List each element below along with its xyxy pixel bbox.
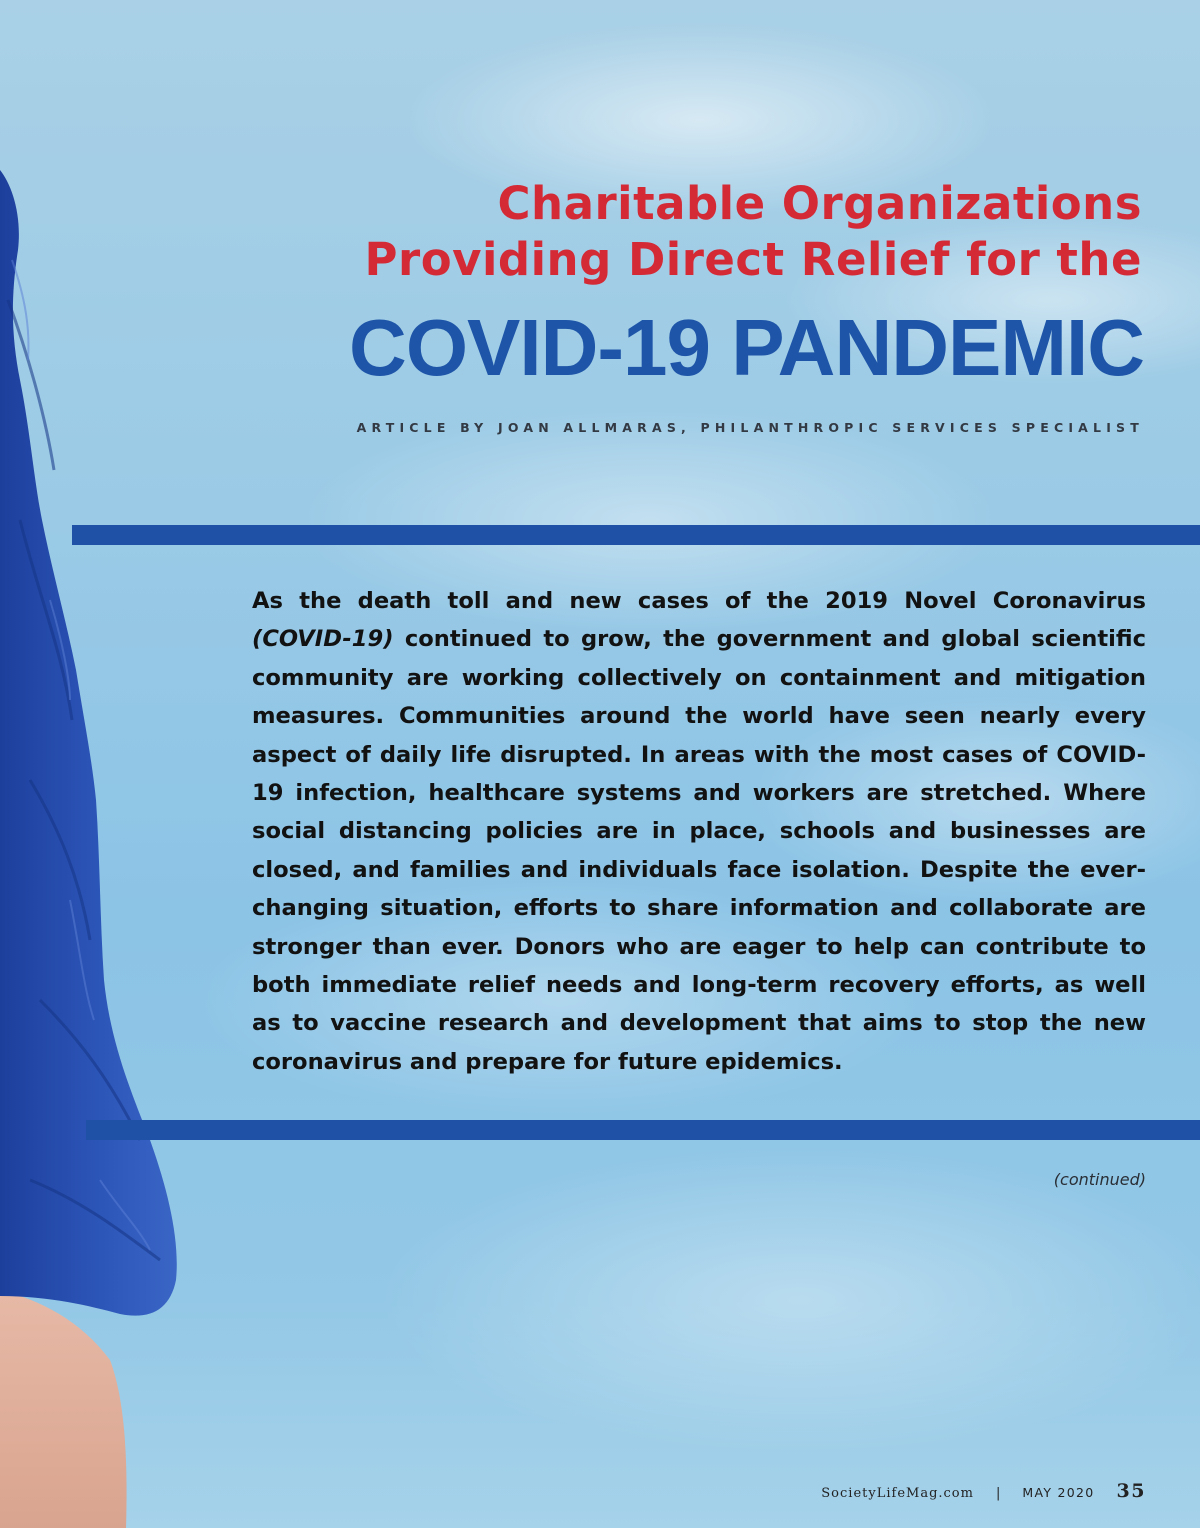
gloved-hand-image xyxy=(0,0,200,1528)
lead-italic-term: (COVID-19) xyxy=(252,626,394,653)
title-line-1: Charitable Organizations xyxy=(497,177,1142,230)
title-line-2: Providing Direct Relief for the xyxy=(364,233,1142,286)
bottom-divider-bar xyxy=(86,1120,1200,1140)
footer-issue-date: MAY 2020 xyxy=(1022,1485,1095,1500)
page-number: 35 xyxy=(1116,1480,1146,1502)
page-footer xyxy=(821,1480,1146,1504)
footer-site: SocietyLifeMag.com xyxy=(821,1486,974,1501)
article-headline: COVID-19 PANDEMIC xyxy=(349,303,1144,392)
lead-text-rest: continued to grow, the government and global scientific community are working collectively on containment and mitigation measures. Communities around the world have seen nearly every aspect of daily life disrupted. In areas with the most cases of COVID-19 infection, healthcare systems and workers are stretched. Where social distancing policies are in place, schools and businesses are closed, and families and individuals face isolation. Despite the ever-changing situation, efforts to share information and collaborate are stronger than ever. Donors who are eager to help can contribute to both immediate relief needs and long-term recovery efforts, as well as to vaccine research and development that aims to stop the new coronavirus and prepare for future epidemics. xyxy=(252,626,1146,1075)
byline: ARTICLE BY JOAN ALLMARAS, PHILANTHROPIC SERVICES SPECIALIST xyxy=(356,420,1144,435)
lead-text-start: As the death toll and new cases of the 2019 Novel Coronavirus xyxy=(252,588,1146,614)
continued-note: (continued) xyxy=(1053,1170,1146,1189)
top-divider-bar xyxy=(72,525,1200,545)
article-title xyxy=(242,176,1142,288)
lead-paragraph xyxy=(252,582,1146,1081)
footer-separator: | xyxy=(995,1486,1001,1501)
